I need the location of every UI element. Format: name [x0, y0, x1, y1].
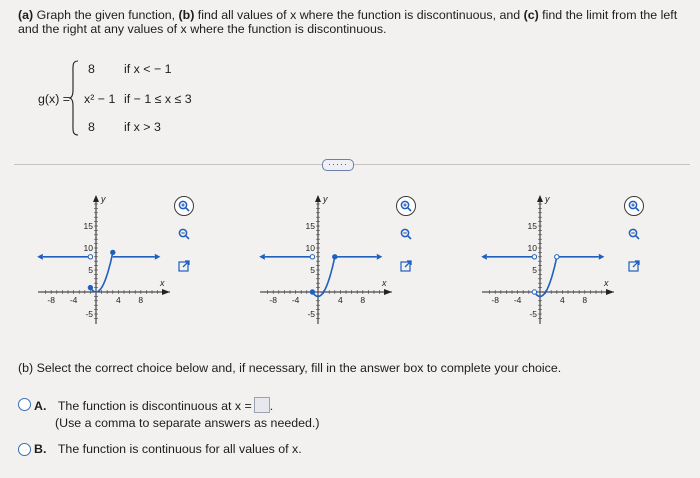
- brace: [68, 60, 80, 136]
- answer-input-box[interactable]: [254, 397, 270, 413]
- graph-option-a[interactable]: [34, 192, 174, 332]
- choice-a-text: The function is discontinuous at x =: [57, 399, 252, 413]
- x-tick-label: -4: [69, 295, 78, 305]
- curve-middle: [90, 252, 112, 292]
- piece-condition-1: if x < − 1: [124, 62, 172, 76]
- part-b-text: find all values of x where the function is discontinuous, and: [194, 8, 524, 22]
- function-name: g(x) =: [38, 92, 71, 106]
- x-tick-label: -8: [491, 295, 499, 305]
- zoom-in-button-a[interactable]: [174, 196, 194, 216]
- endpoint: [88, 285, 92, 289]
- choice-a-note: (Use a comma to separate answers as needed.): [55, 416, 320, 430]
- open-window-button-c[interactable]: [626, 258, 642, 274]
- graph-c-plot: [478, 192, 618, 332]
- x-axis-arrow: [384, 289, 392, 295]
- open-new-window-icon: [178, 260, 190, 272]
- zoom-in-button-c[interactable]: [624, 196, 644, 216]
- zoom-in-icon: [400, 200, 412, 212]
- endpoint: [310, 255, 314, 259]
- x-tick-label: -8: [269, 295, 277, 305]
- open-new-window-icon: [628, 260, 640, 272]
- curve-left-arrow: [37, 254, 43, 260]
- open-window-button-a[interactable]: [176, 258, 192, 274]
- graph-option-b[interactable]: [256, 192, 396, 332]
- open-window-button-b[interactable]: [398, 258, 414, 274]
- question-text: [18, 8, 694, 36]
- x-axis-label: x: [382, 278, 387, 288]
- y-tick-label: -5: [529, 309, 537, 319]
- y-tick-label: -5: [307, 309, 315, 319]
- x-tick-label: 4: [116, 295, 121, 305]
- endpoint: [88, 255, 92, 259]
- curve-right-arrow: [377, 254, 383, 260]
- part-a-label: (a): [18, 8, 34, 22]
- piece-condition-2: if − 1 ≤ x ≤ 3: [124, 92, 192, 106]
- zoom-in-icon: [178, 200, 190, 212]
- piece-value-2: x² − 1: [84, 92, 116, 106]
- piece-value-3: 8: [88, 120, 95, 134]
- x-tick-label: -4: [513, 295, 522, 305]
- curve-left-arrow: [259, 254, 265, 260]
- y-axis-arrow: [537, 195, 543, 202]
- piece-condition-3: if x > 3: [124, 120, 161, 134]
- zoom-in-icon: [628, 200, 640, 212]
- radio-choice-a[interactable]: [18, 398, 31, 411]
- choice-b: [34, 442, 302, 456]
- zoom-out-icon: [628, 228, 640, 240]
- zoom-in-button-b[interactable]: [396, 196, 416, 216]
- y-tick-label: 5: [88, 265, 93, 275]
- y-axis-arrow: [93, 195, 99, 202]
- part-a-text: Graph the given function,: [33, 8, 179, 22]
- endpoint: [532, 255, 536, 259]
- graph-a-plot: [34, 192, 174, 332]
- x-tick-label: 8: [360, 295, 366, 305]
- zoom-out-button-b[interactable]: [398, 226, 414, 242]
- x-tick-label: 8: [138, 295, 144, 305]
- piece-value-1: 8: [88, 62, 95, 76]
- endpoint: [111, 250, 115, 254]
- part-b-instruction: (b) Select the correct choice below and, if necessary, fill in the answer box to complete your choice.: [18, 361, 562, 375]
- x-axis-arrow: [162, 289, 170, 295]
- graph-option-c[interactable]: [478, 192, 618, 332]
- y-tick-label: 10: [527, 243, 537, 253]
- graph-b-plot: [256, 192, 396, 332]
- endpoint: [310, 290, 314, 294]
- radio-choice-b[interactable]: [18, 443, 31, 456]
- zoom-out-icon: [178, 228, 190, 240]
- x-tick-label: 8: [582, 295, 588, 305]
- part-c-label: (c): [523, 8, 539, 22]
- y-tick-label: 10: [83, 243, 93, 253]
- y-tick-label: 15: [527, 221, 537, 231]
- curve-right-arrow: [599, 254, 605, 260]
- choice-b-text: The function is continuous for all values of x.: [57, 442, 302, 456]
- x-tick-label: -4: [291, 295, 300, 305]
- zoom-out-button-a[interactable]: [176, 226, 192, 242]
- endpoint: [532, 290, 536, 294]
- y-tick-label: 10: [305, 243, 315, 253]
- y-axis-label: y: [323, 194, 328, 204]
- y-tick-label: 5: [310, 265, 315, 275]
- x-axis-label: x: [160, 278, 165, 288]
- expand-more-button[interactable]: ·····: [322, 159, 354, 171]
- y-tick-label: -5: [85, 309, 93, 319]
- curve-left-arrow: [481, 254, 487, 260]
- y-axis-label: y: [545, 194, 550, 204]
- zoom-out-icon: [400, 228, 412, 240]
- y-tick-label: 5: [532, 265, 537, 275]
- x-tick-label: 4: [338, 295, 343, 305]
- x-axis-label: x: [604, 278, 609, 288]
- y-axis-arrow: [315, 195, 321, 202]
- choice-a: A. The function is discontinuous at x = .: [34, 399, 274, 413]
- endpoint: [555, 255, 559, 259]
- choice-b-label: B.: [34, 442, 47, 456]
- open-new-window-icon: [400, 260, 412, 272]
- x-tick-label: -8: [47, 295, 55, 305]
- part-c-text: find the limit from the left and the right at any values of x where the function is discontinuous.: [18, 8, 678, 36]
- x-tick-label: 4: [560, 295, 565, 305]
- endpoint: [333, 255, 337, 259]
- zoom-out-button-c[interactable]: [626, 226, 642, 242]
- curve-right-arrow: [155, 254, 161, 260]
- y-axis-label: y: [101, 194, 106, 204]
- y-tick-label: 15: [305, 221, 315, 231]
- x-axis-arrow: [606, 289, 614, 295]
- part-b-label: (b): [178, 8, 195, 22]
- choice-a-label: A.: [34, 399, 47, 413]
- y-tick-label: 15: [83, 221, 93, 231]
